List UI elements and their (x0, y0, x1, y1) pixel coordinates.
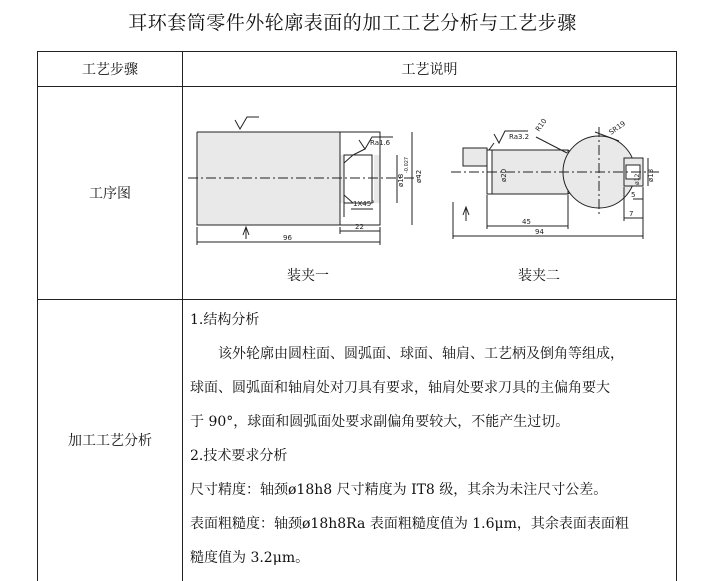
drawing2-diameter-shank: ø13 (647, 168, 655, 182)
table-border-right (676, 51, 677, 581)
header-description: 工艺说明 (401, 62, 458, 78)
drawing2-length-5: 5 (631, 191, 636, 199)
drawing2-length-7: 7 (629, 210, 634, 218)
drawing1-chamfer: 1X45° (353, 200, 375, 208)
row-label-process-drawing: 工序图 (89, 186, 131, 202)
drawing2-diameter-small: ø12 (634, 173, 641, 185)
drawing1-roughness-label: Ra1.6 (370, 139, 391, 147)
drawing-setup-one (188, 117, 418, 245)
page-title: 耳环套筒零件外轮廓表面的加工工艺分析与工艺步骤 (128, 12, 577, 34)
drawing2-length-45: 45 (522, 218, 531, 226)
drawing2-caption: 装夹二 (518, 268, 560, 284)
analysis-paragraph-4: 尺寸精度：轴颈ø18h8 尺寸精度为 IT8 级，其余为未注尺寸公差。 (190, 482, 608, 498)
analysis-paragraph-3: 于 90°，球面和圆弧面处要求副偏角要较大，不能产生过切。 (190, 414, 570, 430)
drawing2-radius-arc: R10 (534, 117, 549, 134)
drawing1-length-total: 96 (283, 234, 292, 242)
drawing2-diameter-shaft: ø20 (500, 168, 508, 182)
drawing1-diameter-main: ø18 (397, 173, 405, 187)
drawing1-diameter-body: ø42 (415, 169, 423, 183)
drawing1-length-shoulder: 22 (355, 223, 364, 231)
analysis-paragraph-2: 球面、圆弧面和轴肩处对刀具有要求，轴肩处要求刀具的主偏角要大 (190, 380, 610, 396)
analysis-heading-structure: 1.结构分析 (190, 312, 260, 328)
header-step: 工艺步骤 (82, 62, 138, 78)
analysis-paragraph-6: 糙度值为 3.2μm。 (190, 550, 310, 566)
drawing2-sphere-radius: SR19 (607, 119, 628, 137)
drawing1-caption: 装夹一 (287, 268, 329, 284)
analysis-content (190, 303, 668, 575)
drawing2-length-total: 94 (535, 228, 544, 236)
drawing1-tolerance: -0.027 (404, 156, 410, 173)
analysis-paragraph-1: 该外轮廓由圆柱面、圆弧面、球面、轴肩、工艺柄及倒角等组成， (218, 346, 624, 362)
row-label-process-analysis: 加工工艺分析 (68, 433, 152, 449)
drawing2-roughness-label: Ra3.2 (509, 133, 530, 141)
drawing-setup-two (451, 127, 661, 239)
analysis-paragraph-5: 表面粗糙度：轴颈ø18h8Ra 表面粗糙度值为 1.6μm，其余表面表面粗 (190, 516, 629, 532)
analysis-heading-technical: 2.技术要求分析 (190, 448, 288, 464)
